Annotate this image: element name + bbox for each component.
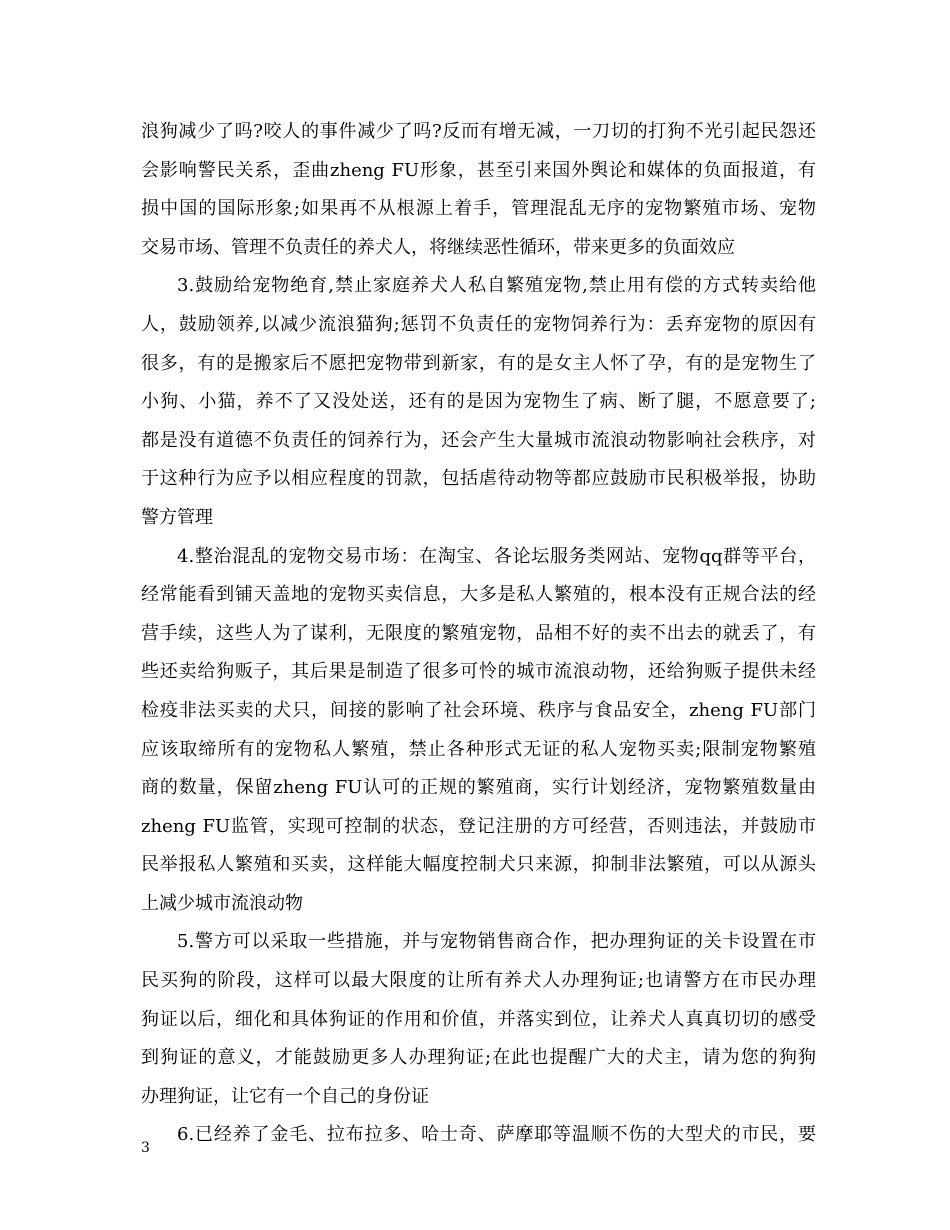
text-line: 人，鼓励领养,以减少流浪猫狗;惩罚不负责任的宠物饲养行为：丢弃宠物的原因有 xyxy=(141,313,816,335)
text-line: 上减少城市流浪动物 xyxy=(141,892,303,914)
text-line: 浪狗减少了吗?咬人的事件减少了吗?反而有增无减，一刀切的打狗不光引起民怨还 xyxy=(141,121,816,142)
text-line: 民买狗的阶段，这样可以最大限度的让所有养犬人办理狗证;也请警方在市民办理 xyxy=(141,970,816,992)
text-line: 检疫非法买卖的犬只，间接的影响了社会环境、秩序与食品安全，zheng FU部门 xyxy=(141,699,816,721)
text-line: 商的数量，保留zheng FU认可的正规的繁殖商，实行计划经济，宠物繁殖数量由 xyxy=(141,777,816,799)
text-line: 办理狗证，让它有一个自己的身份证 xyxy=(141,1085,429,1107)
text-line: 损中国的国际形象;如果再不从根源上着手，管理混乱无序的宠物繁殖市场、宠物 xyxy=(141,198,816,220)
text-line: 于这种行为应予以相应程度的罚款，包括虐待动物等都应鼓励市民积极举报，协助 xyxy=(141,468,816,490)
paragraph xyxy=(141,1116,816,1155)
text-line: 会影响警民关系，歪曲zheng FU形象，甚至引来国外舆论和媒体的负面报道，有 xyxy=(141,159,816,181)
text-line: zheng FU监管，实现可控制的状态，登记注册的方可经营，否则违法，并鼓励市 xyxy=(141,815,816,837)
text-line: 3.鼓励给宠物绝育,禁止家庭养犬人私自繁殖宠物,禁止用有偿的方式转卖给他 xyxy=(177,275,816,297)
text-line: 狗证以后，细化和具体狗证的作用和价值，并落实到位，让养犬人真真切切的感受 xyxy=(141,1008,816,1030)
text-line: 很多，有的是搬家后不愿把宠物带到新家，有的是女主人怀了孕，有的是宠物生了 xyxy=(141,352,816,374)
text-line: 经常能看到铺天盖地的宠物买卖信息，大多是私人繁殖的，根本没有正规合法的经 xyxy=(141,584,816,606)
text-line: 交易市场、管理不负责任的养犬人，将继续恶性循环，带来更多的负面效应 xyxy=(141,236,735,258)
paragraph xyxy=(141,267,816,537)
text-line: 5.警方可以采取一些措施，并与宠物销售商合作，把办理狗证的关卡设置在市 xyxy=(177,931,816,953)
text-line: 小狗、小猫，养不了又没处送，还有的是因为宠物生了病、断了腿，不愿意要了; xyxy=(141,391,816,413)
text-line: 到狗证的意义，才能鼓励更多人办理狗证;在此也提醒广大的犬主，请为您的狗狗 xyxy=(141,1047,816,1069)
text-line: 6.已经养了金毛、拉布拉多、哈士奇、萨摩耶等温顺不伤的大型犬的市民，要 xyxy=(177,1124,816,1146)
text-line: 民举报私人繁殖和买卖，这样能大幅度控制犬只来源，抑制非法繁殖，可以从源头 xyxy=(141,854,816,876)
text-line: 警方管理 xyxy=(141,506,213,528)
page-number: 3 xyxy=(141,1140,150,1156)
paragraph xyxy=(141,923,816,1116)
paragraph xyxy=(141,113,816,267)
text-line: 4.整治混乱的宠物交易市场：在淘宝、各论坛服务类网站、宠物qq群等平台， xyxy=(177,545,816,567)
text-line: 些还卖给狗贩子，其后果是制造了很多可怜的城市流浪动物，还给狗贩子提供未经 xyxy=(141,661,816,683)
text-line: 应该取缔所有的宠物私人繁殖，禁止各种形式无证的私人宠物买卖;限制宠物繁殖 xyxy=(141,738,816,760)
text-line: 营手续，这些人为了谋利，无限度的繁殖宠物，品相不好的卖不出去的就丢了，有 xyxy=(141,622,816,644)
paragraph xyxy=(141,538,816,924)
document-body xyxy=(141,113,816,1155)
text-line: 都是没有道德不负责任的饲养行为，还会产生大量城市流浪动物影响社会秩序，对 xyxy=(141,429,816,451)
